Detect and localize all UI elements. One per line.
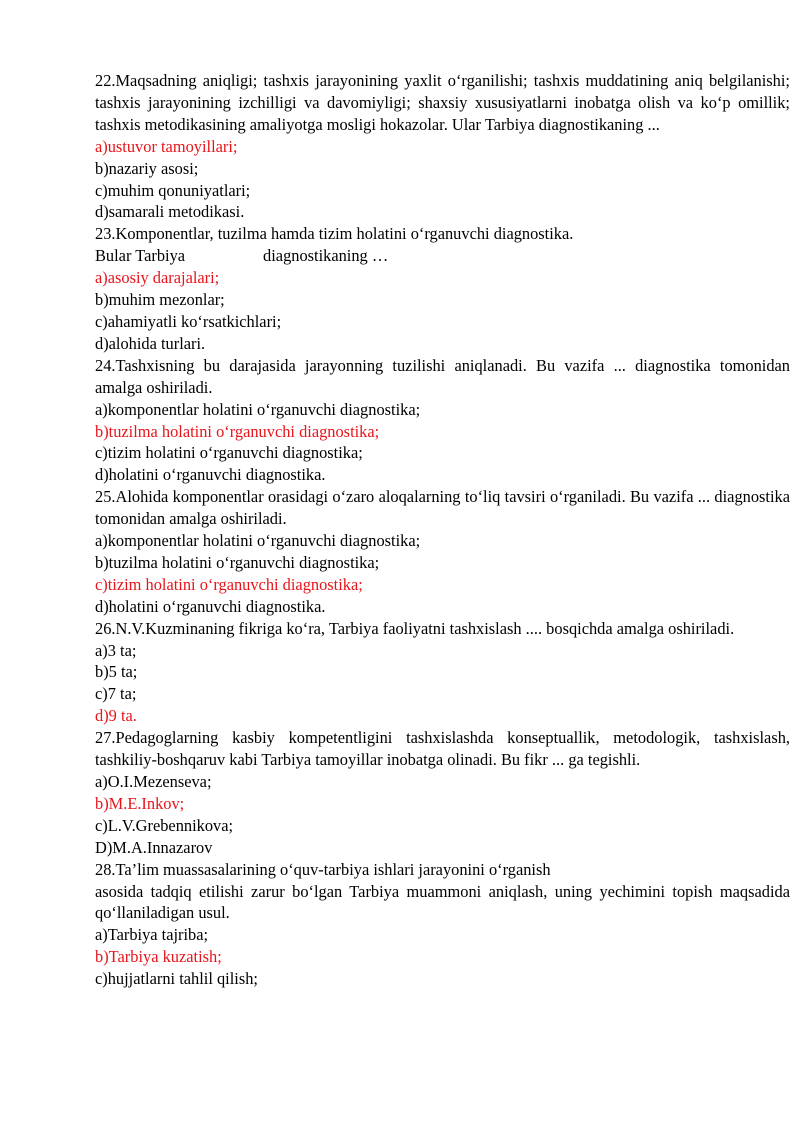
option-c: c)L.V.Grebennikova; [95, 815, 234, 835]
question-28 [95, 859, 790, 990]
option-b: b)tuzilma holatini o‘rganuvchi diagnostika; [95, 552, 380, 572]
option-b: b)muhim mezonlar; [95, 290, 225, 310]
question-text-part: Bular Tarbiya [95, 246, 186, 266]
question-27 [95, 727, 790, 858]
option-d: d)samarali metodikasi. [95, 202, 245, 222]
option-c: c)muhim qonuniyatlari; [95, 180, 251, 200]
option-d: d)holatini o‘rganuvchi diagnostika. [95, 596, 326, 616]
question-text-continued: asosida tadqiq etilishi zarur bo‘lgan Tarbiya muammoni aniqlash, uning yechimini topish maqsadida qo‘llaniladigan usul. [95, 881, 790, 923]
option-d: d)alohida turlari. [95, 333, 206, 353]
question-26 [95, 618, 790, 728]
option-a: a)O.I.Mezenseva; [95, 772, 212, 791]
option-a: a)asosiy darajalari; [95, 268, 220, 288]
option-b: b)M.E.Inkov; [95, 793, 185, 813]
question-text: 27.Pedagoglarning kasbiy kompetentligini tashxislashda konseptuallik, metodologik, tashxislash, tashkiliy-boshqaruv kabi Tarbiya tamoyillar inobatga olinadi. Bu fikr ... ga tegishli. [95, 728, 790, 770]
option-d: d)9 ta. [95, 706, 137, 726]
option-c: c)ahamiyatli ko‘rsatkichlari; [95, 311, 282, 331]
option-c: c)tizim holatini o‘rganuvchi diagnostika; [95, 443, 363, 463]
question-text: 26.N.V.Kuzminaning fikriga ko‘ra, Tarbiya faoliyatni tashxislash .... bosqichda amalga oshiriladi. [95, 618, 735, 638]
question-24 [95, 355, 790, 486]
question-25 [95, 486, 790, 617]
question-text-part: diagnostikaning … [263, 246, 389, 266]
question-text-continued [95, 245, 790, 267]
option-a: a)komponentlar holatini o‘rganuvchi diagnostika; [95, 531, 421, 551]
question-23 [95, 223, 790, 354]
document-page [95, 70, 790, 990]
option-a: a)ustuvor tamoyillari; [95, 136, 238, 156]
option-d: d)holatini o‘rganuvchi diagnostika. [95, 465, 326, 485]
question-text: 24.Tashxisning bu darajasida jarayonning tuzilishi aniqlanadi. Bu vazifa ... diagnostika tomonidan amalga oshiriladi. [95, 355, 790, 397]
option-b: b)Tarbiya kuzatish; [95, 947, 222, 967]
option-c: c)tizim holatini o‘rganuvchi diagnostika; [95, 574, 363, 594]
question-text: 23.Komponentlar, tuzilma hamda tizim holatini o‘rganuvchi diagnostika. [95, 224, 574, 244]
option-a: a)komponentlar holatini o‘rganuvchi diagnostika; [95, 399, 421, 419]
option-b: b)tuzilma holatini o‘rganuvchi diagnostika; [95, 421, 380, 441]
question-text: 22.Maqsadning aniqligi; tashxis jarayonining yaxlit o‘rganilishi; tashxis muddatining aniq belgilanishi; tashxis jarayonining izchilligi va davomiyligi; shaxsiy xususiyatlarni inobatga olish va ko‘p omillik; tashxis metodikasining amaliyotga mosligi hokazolar. Ular Tarbiya diagnostikaning ... [95, 71, 790, 134]
option-a: a)3 ta; [95, 640, 137, 660]
option-b: b)nazariy asosi; [95, 158, 199, 178]
question-text: 25.Alohida komponentlar orasidagi o‘zaro aloqalarning to‘liq tavsiri o‘rganiladi. Bu vazifa ... diagnostika tomonidan amalga oshiriladi. [95, 487, 790, 529]
option-c: c)hujjatlarni tahlil qilish; [95, 969, 258, 989]
question-text: 28.Ta’lim muassasalarining o‘quv-tarbiya ishlari jarayonini o‘rganish [95, 859, 551, 879]
question-22 [95, 70, 790, 223]
option-a: a)Tarbiya tajriba; [95, 925, 209, 945]
option-b: b)5 ta; [95, 662, 138, 682]
option-c: c)7 ta; [95, 684, 137, 704]
option-d: D)M.A.Innazarov [95, 837, 213, 857]
